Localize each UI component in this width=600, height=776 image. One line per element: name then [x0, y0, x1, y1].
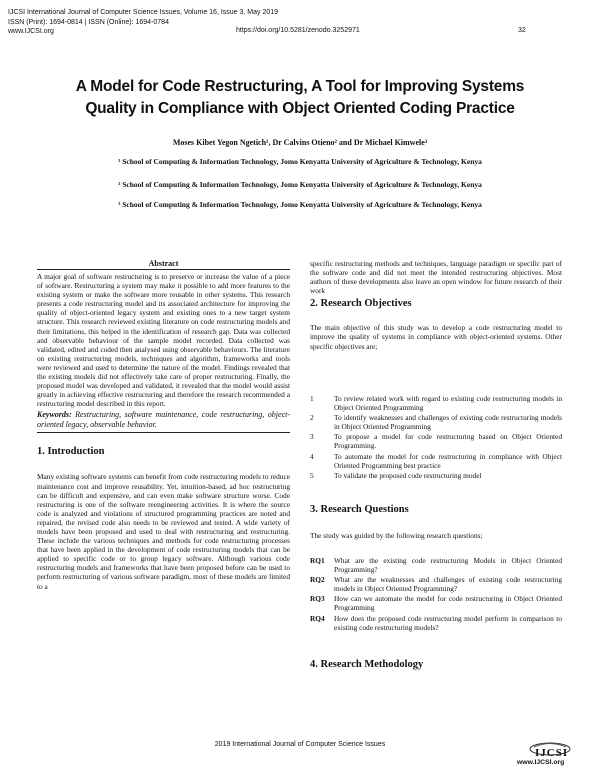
keywords-label: Keywords:	[37, 410, 72, 420]
abstract-body: A major goal of software restructuring is to preserve or increase the value of a piece of software. Restructuring a system may make it possible to add more features to the existing system or make the software more reusable in other systems. This research presents a code restructuring model and its associated architecture for improving the quality of object-oriented legacy system and existing ones to a new target system structure. This research reviewed existing literature on code restructuring models and their limitations, this helped in the identification of research gap. Data was collected and observable behaviour of the sample model recorded. Data collected was validated, edited and coded then analysed using observable behaviours. The literature on existing restructuring models, techniques and algorithm, frameworks and tools were reviewed and used to determine the nature of the model. Findings revealed that the existing models did not effectively take care of proper restructuring. Finally, the proposed model was developed and validated, it revealed that the model would assist greatly in achieving effective restructuring and therefore the research recommended a restructuring model described in this report.	[37, 272, 290, 409]
list-item: RQ4 How does the proposed code restructuring model perform in comparison to existing code restructuring models?	[310, 613, 562, 632]
methodology-section	[310, 659, 562, 671]
right-column	[310, 259, 562, 351]
list-item: 2 To identify weaknesses and challenges of existing code restructuring models in Object Oriented Programming	[310, 413, 562, 432]
affiliation-1: ¹ School of Computing & Information Technology, Jomo Kenyatta University of Agriculture & Technology, Kenya	[118, 157, 482, 166]
issn-line: ISSN (Print): 1694-0814 | ISSN (Online): 1694-0784	[8, 19, 169, 26]
introduction-body: Many existing software systems can benefit from code restructuring models to reduce maintenance cost and improve reusability. Yet, intuition-based, ad hoc restructuring can be difficult and expensive, and can even make software structure worse. Code restructuring is one of the software reengineering activities. It is where the source code is analyzed and violations of structured programming practices are noted and repaired, the revised code also needs to be reviewed and tested. A wide variety of models have been proposed and used to deal with restructuring and restructuring. These include the various techniques and methods for code restructuring processes that have been applied in the development of code restructuring models that can be applied to specific code or to group legacy software. Although various code restructuring models and frameworks that have been proposed before can be used to perform restructuring of various software paradigm, most of these models are limited to a	[37, 472, 290, 591]
title-line-1: A Model for Code Restructuring, A Tool for Improving Systems	[75, 78, 525, 95]
logo-text: IJCSI	[535, 747, 569, 759]
affiliation-2: ² School of Computing & Information Technology, Jomo Kenyatta University of Agriculture & Technology, Kenya	[118, 180, 482, 189]
paper-title	[30, 76, 570, 120]
list-item: 3 To propose a model for code restructuring based on Object Oriented Programming.	[310, 432, 562, 451]
methodology-heading: 4. Research Methodology	[310, 659, 424, 670]
abstract-heading: Abstract	[148, 259, 179, 268]
intro-continued: specific restructuring methods and techniques, language paradigm or specific part of the software code and did not meet the intended restructuring objectives. Most authors of these developments also leave an open window for future research of their work	[310, 259, 562, 296]
page-number: 32	[518, 27, 526, 34]
objectives-heading: 2. Research Objectives	[310, 298, 412, 310]
doi-link[interactable]: https://doi.org/10.5281/zenodo.3252971	[236, 27, 360, 34]
questions-section	[310, 504, 562, 540]
website-link[interactable]: www.IJCSI.org	[8, 28, 54, 35]
authors: Moses Kibet Yegon Ngetich¹, Dr Calvins Otieno² and Dr Michael Kimwele³	[172, 138, 428, 147]
objectives-list	[310, 394, 562, 481]
title-line-2: Quality in Compliance with Object Oriented Coding Practice	[85, 100, 515, 117]
journal-line: IJCSI International Journal of Computer Science Issues, Volume 16, Issue 3, May 2019	[8, 9, 279, 16]
list-item: RQ3 How can we automate the model for code restructuring in Object Oriented Programming	[310, 594, 562, 613]
introduction-heading: 1. Introduction	[37, 446, 105, 458]
questions-intro: The study was guided by the following research questions;	[310, 531, 483, 540]
footer-text: 2019 International Journal of Computer Science Issues	[214, 741, 386, 748]
keywords	[37, 410, 290, 430]
list-item: RQ1 What are the existing code restructuring Models in Object Oriented Programming?	[310, 556, 562, 575]
left-column	[37, 259, 290, 591]
abstract-rule	[37, 269, 290, 270]
questions-heading: 3. Research Questions	[310, 504, 409, 515]
list-item: 1 To review related work with regard to existing code restructuring models in Object Oriented Programming	[310, 394, 562, 413]
list-item: RQ2 What are the weaknesses and challenges of existing code restructuring models in Object Oriented Programming?	[310, 575, 562, 594]
logo-url[interactable]: www.IJCSI.org	[517, 759, 565, 766]
questions-list	[310, 556, 562, 633]
keywords-text: Restructuring, software maintenance, code restructuring, object-oriented legacy, observable behavior.	[37, 410, 291, 430]
keywords-rule	[37, 432, 290, 433]
affiliation-3: ³ School of Computing & Information Technology, Jomo Kenyatta University of Agriculture & Technology, Kenya	[118, 200, 482, 209]
objectives-intro: The main objective of this study was to develop a code restructuring model to improve the quality of systems in compliance with object-oriented systems. Other specific objectives are;	[310, 323, 562, 351]
list-item: 4 To automate the model for code restructuring in compliance with Object Oriented Programming best practice	[310, 451, 562, 470]
list-item: 5 To validate the proposed code restructuring model	[310, 470, 482, 480]
